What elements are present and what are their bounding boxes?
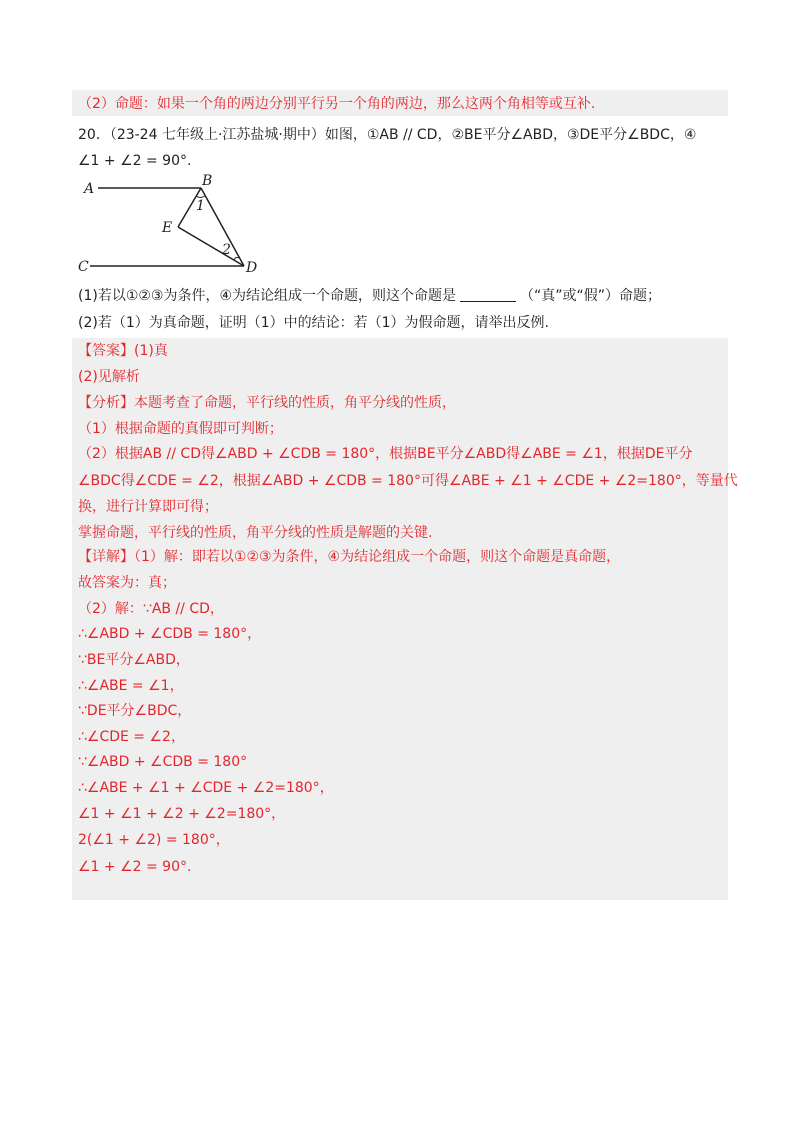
proof-line-10: 2(∠1 + ∠2) = 180°，: [78, 832, 230, 848]
proof-line-2: ∴∠ABD + ∠CDB = 180°，: [78, 626, 262, 642]
answer-1: (1)真: [134, 343, 168, 359]
answer-line-1: [78, 340, 168, 362]
detail-tag: 【详解】: [78, 549, 134, 565]
proof-line-3: ∵BE平分∠ABD，: [78, 652, 190, 668]
label-e: E: [162, 220, 173, 236]
label-a: A: [84, 181, 95, 197]
analysis-line-5: 换，进行计算即可得；: [78, 499, 218, 515]
question-line-1: 20．（23-24 七年级上·江苏盐城·期中）如图，①AB // CD，②BE平分∠ABD，③DE平分∠BDC，④: [78, 127, 697, 143]
detail-line-1: [78, 546, 620, 568]
previous-answer-note: （2）命题：如果一个角的两边分别平行另一个角的两边，那么这两个角相等或互补.: [78, 96, 596, 112]
proof-line-8: ∴∠ABE + ∠1 + ∠CDE + ∠2=180°，: [78, 780, 334, 796]
proof-line-7: ∵∠ABD + ∠CDB = 180°: [78, 754, 248, 770]
proof-line-4: ∴∠ABE = ∠1，: [78, 678, 184, 694]
proof-line-9: ∠1 + ∠1 + ∠2 + ∠2=180°，: [78, 806, 286, 822]
analysis-line-2: （1）根据命题的真假即可判断；: [78, 421, 283, 437]
proof-line-5: ∵DE平分∠BDC，: [78, 703, 192, 719]
question-line-2: ∠1 + ∠2 = 90°.: [78, 153, 192, 169]
sub-question-1: [78, 285, 661, 307]
answer-tag: 【答案】: [78, 343, 134, 359]
proof-line-1: （2）解：∵AB // CD，: [78, 601, 224, 617]
angle-2-arc: [234, 257, 239, 260]
sub-question-2: (2)若（1）为真命题，证明（1）中的结论：若（1）为假命题，请举出反例.: [78, 315, 550, 331]
label-d: D: [246, 260, 258, 276]
geometry-figure: [78, 172, 278, 282]
analysis-line-6: 掌握命题，平行线的性质，角平分线的性质是解题的关键.: [78, 525, 433, 541]
label-c: C: [78, 259, 89, 275]
sub-question-1-text: (1)若以①②③为条件，④为结论组成一个命题，则这个命题是: [78, 288, 457, 304]
label-angle-2: 2: [222, 242, 231, 258]
label-b: B: [202, 173, 213, 189]
sub-question-1-tail: （“真”或“假”）命题；: [520, 288, 662, 304]
detail-1: （1）解：即若以①②③为条件，④为结论组成一个命题，则这个命题是真命题，: [134, 549, 621, 565]
answer-2: (2)见解析: [78, 369, 140, 385]
analysis-line-3: （2）根据AB // CD得∠ABD + ∠CDB = 180°，根据BE平分∠ABD得∠ABE = ∠1，根据DE平分: [78, 446, 693, 462]
answer-blank: [460, 287, 516, 302]
proof-line-11: ∠1 + ∠2 = 90°.: [78, 859, 192, 875]
label-angle-1: 1: [196, 198, 205, 214]
analysis-tag: 【分析】: [78, 395, 134, 411]
proof-line-6: ∴∠CDE = ∠2，: [78, 729, 185, 745]
analysis-line-4: ∠BDC得∠CDE = ∠2，根据∠ABD + ∠CDB = 180°可得∠ABE + ∠1 + ∠CDE + ∠2=180°，等量代: [78, 473, 738, 489]
detail-line-2: 故答案为：真；: [78, 575, 176, 591]
analysis-intro: 本题考查了命题，平行线的性质，角平分线的性质，: [134, 395, 456, 411]
analysis-line-1: [78, 392, 456, 414]
